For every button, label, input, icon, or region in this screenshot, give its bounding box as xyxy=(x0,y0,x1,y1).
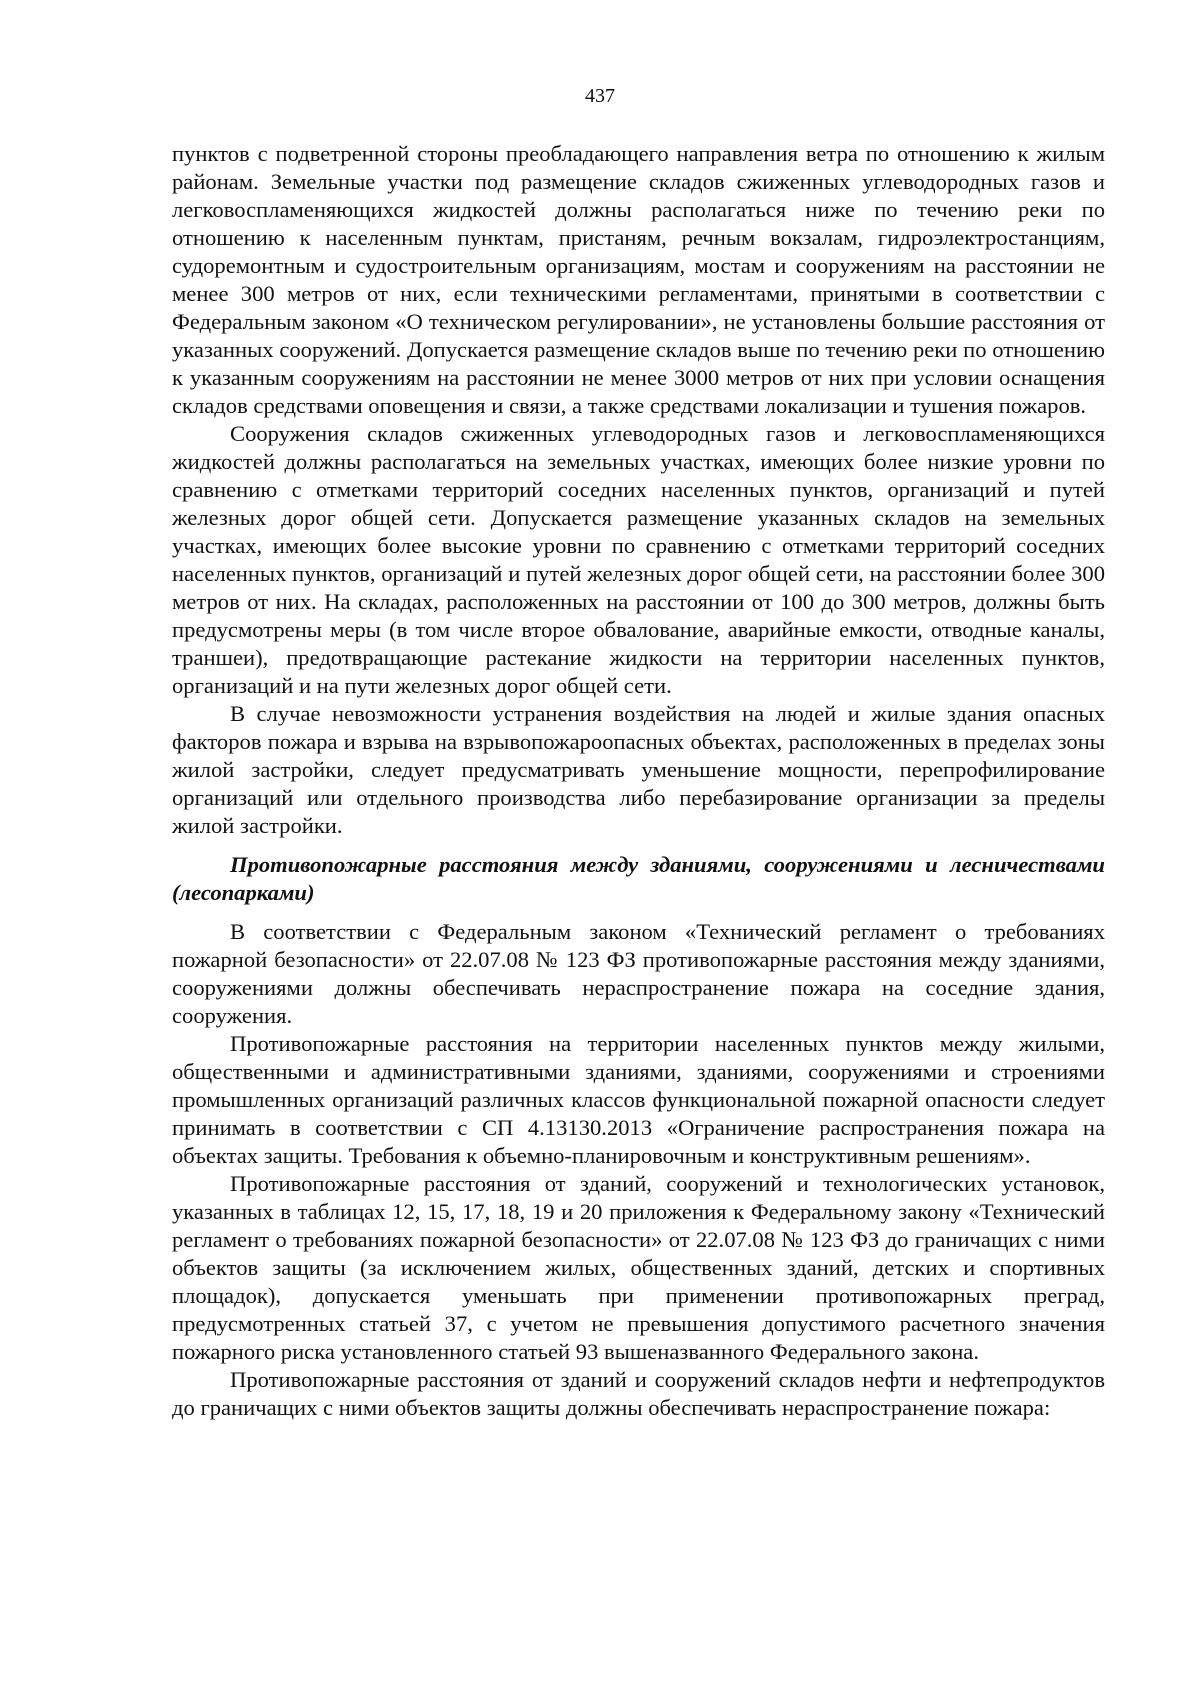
paragraph: Противопожарные расстояния от зданий и сооружений складов нефти и нефтепродуктов до граничащих с ними объектов защиты должны обеспечивать нераспространение пожара: xyxy=(172,1367,1105,1420)
paragraph: В соответствии с Федеральным законом «Технический регламент о требованиях пожарной безопасности» от 22.07.08 № 123 ФЗ противопожарные расстояния между зданиями, сооружениями должны обеспечивать нераспространение пожара на соседние здания, сооружения. xyxy=(172,919,1105,1028)
paragraph: В случае невозможности устранения воздействия на людей и жилые здания опасных факторов пожара и взрыва на взрывопожароопасных объектах, расположенных в пределах зоны жилой застройки, следует предусматривать уменьшение мощности, перепрофилирование организаций или отдельного производства либо перебазирование организации за пределы жилой застройки. xyxy=(172,701,1105,838)
paragraph: Противопожарные расстояния от зданий, сооружений и технологических установок, указанных в таблицах 12, 15, 17, 18, 19 и 20 приложения к Федеральному закону «Технический регламент о требованиях пожарной безопасности» от 22.07.08 № 123 ФЗ до граничащих с ними объектов защиты (за исключением жилых, общественных зданий, детских и спортивных площадок), допускается уменьшать при применении противопожарных преград, предусмотренных статьей 37, с учетом не превышения допустимого расчетного значения пожарного риска установленного статьей 93 вышеназванного Федерального закона. xyxy=(172,1171,1105,1364)
paragraph-continuation: пунктов с подветренной стороны преобладающего направления ветра по отношению к жилым районам. Земельные участки под размещение складов сжиженных углеводородных газов и легковоспламеняющихся жидкостей должны располагаться ниже по течению реки по отношению к населенным пунктам, пристаням, речным вокзалам, гидроэлектростанциям, судоремонтным и судостроительным организациям, мостам и сооружениям на расстоянии не менее 300 метров от них, если техническими регламентами, принятыми в соответствии с Федеральным законом «О техническом регулировании», не установлены большие расстояния от указанных сооружений. Допускается размещение складов выше по течению реки по отношению к указанным сооружениям на расстоянии не менее 3000 метров от них при условии оснащения складов средствами оповещения и связи, а также средствами локализации и тушения пожаров. xyxy=(172,141,1105,418)
paragraph: Сооружения складов сжиженных углеводородных газов и легковоспламеняющихся жидкостей должны располагаться на земельных участках, имеющих более низкие уровни по сравнению с отметками территорий соседних населенных пунктов, организаций и путей железных дорог общей сети. Допускается размещение указанных складов на земельных участках, имеющих более высокие уровни по сравнению с отметками территорий соседних населенных пунктов, организаций и путей железных дорог общей сети, на расстоянии более 300 метров от них. На складах, расположенных на расстоянии от 100 до 300 метров, должны быть предусмотрены меры (в том числе второе обвалование, аварийные емкости, отводные каналы, траншеи), предотвращающие растекание жидкости на территории населенных пунктов, организаций и на пути железных дорог общей сети. xyxy=(172,421,1105,698)
section-heading: Противопожарные расстояния между зданиями, сооружениями и лесничествами (лесопарками) xyxy=(172,852,1105,905)
page-number: 437 xyxy=(585,85,615,107)
paragraph: Противопожарные расстояния на территории населенных пунктов между жилыми, общественными и административными зданиями, зданиями, сооружениями и строениями промышленных организаций различных классов функциональной пожарной опасности следует принимать в соответствии с СП 4.13130.2013 «Ограничение распространения пожара на объектах защиты. Требования к объемно-планировочным и конструктивным решениям». xyxy=(172,1031,1105,1168)
document-body xyxy=(172,140,1105,1422)
